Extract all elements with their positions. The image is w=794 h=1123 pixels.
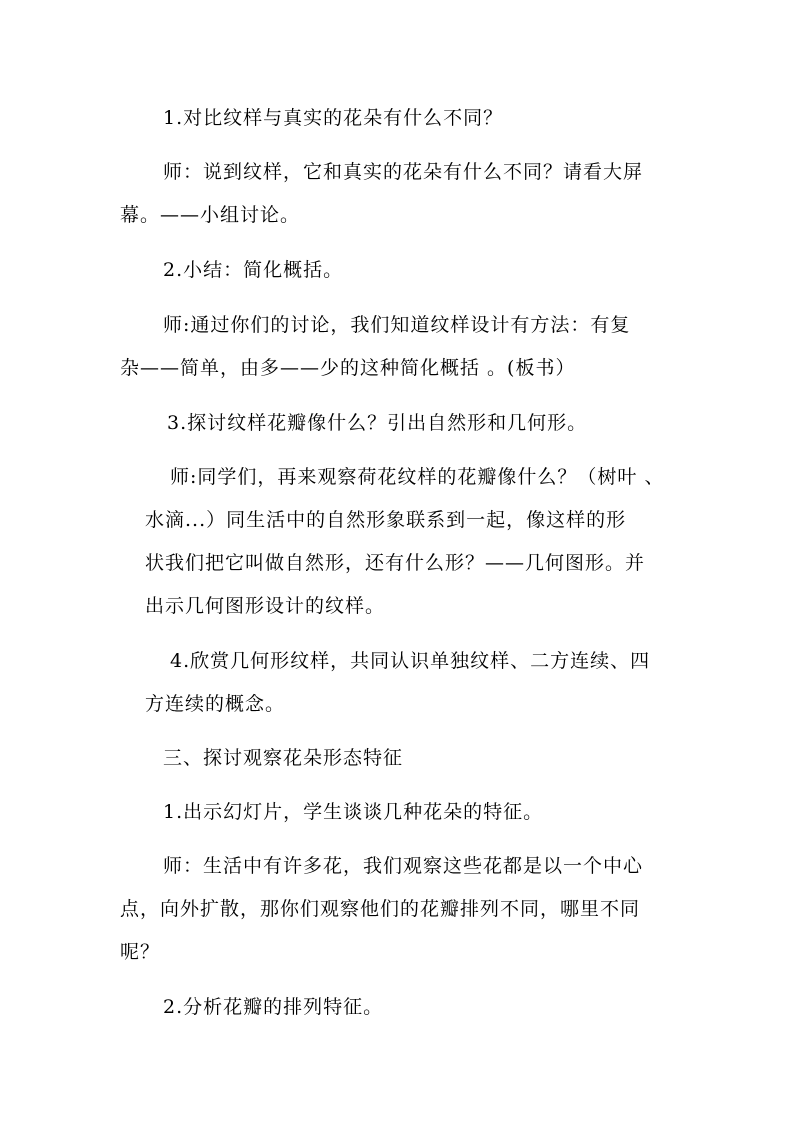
paragraph-line: 状我们把它叫做自然形，还有什么形？——几何图形。并 xyxy=(145,552,646,574)
paragraph-line: 2.分析花瓣的排列特征。 xyxy=(163,996,384,1018)
paragraph-line: 幕。——小组讨论。 xyxy=(120,204,301,226)
paragraph-line: 2.小结：简化概括。 xyxy=(163,259,344,281)
paragraph-line: 师:通过你们的讨论，我们知道纹样设计有方法：有复 xyxy=(163,314,631,336)
paragraph-line: 师：说到纹样，它和真实的花朵有什么不同？请看大屏 xyxy=(163,161,644,183)
paragraph-line: 师:同学们，再来观察荷花纹样的花瓣像什么？（树叶 、 xyxy=(170,466,665,488)
paragraph-line: 师：生活中有许多花，我们观察这些花都是以一个中心 xyxy=(163,855,644,877)
paragraph-line: 1.对比纹样与真实的花朵有什么不同？ xyxy=(163,107,504,129)
paragraph-line: 方连续的概念。 xyxy=(145,693,286,715)
paragraph-line: 呢？ xyxy=(120,941,161,963)
paragraph-line: 3.探讨纹样花瓣像什么？引出自然形和几何形。 xyxy=(167,412,588,434)
paragraph-line: 点，向外扩散，那你们观察他们的花瓣排列不同，哪里不同 xyxy=(120,898,641,920)
paragraph-line: 4.欣赏几何形纹样，共同认识单独纹样、二方连续、四 xyxy=(170,650,651,672)
section-heading: 三、探讨观察花朵形态特征 xyxy=(163,747,404,769)
paragraph-line: 出示几何图形设计的纹样。 xyxy=(145,595,386,617)
paragraph-line: 1.出示幻灯片，学生谈谈几种花朵的特征。 xyxy=(163,801,544,823)
paragraph-line: 杂——简单，由多——少的这种简化概括 。(板书） xyxy=(120,357,576,379)
paragraph-line: 水滴...）同生活中的自然形象联系到一起，像这样的形 xyxy=(145,509,627,531)
